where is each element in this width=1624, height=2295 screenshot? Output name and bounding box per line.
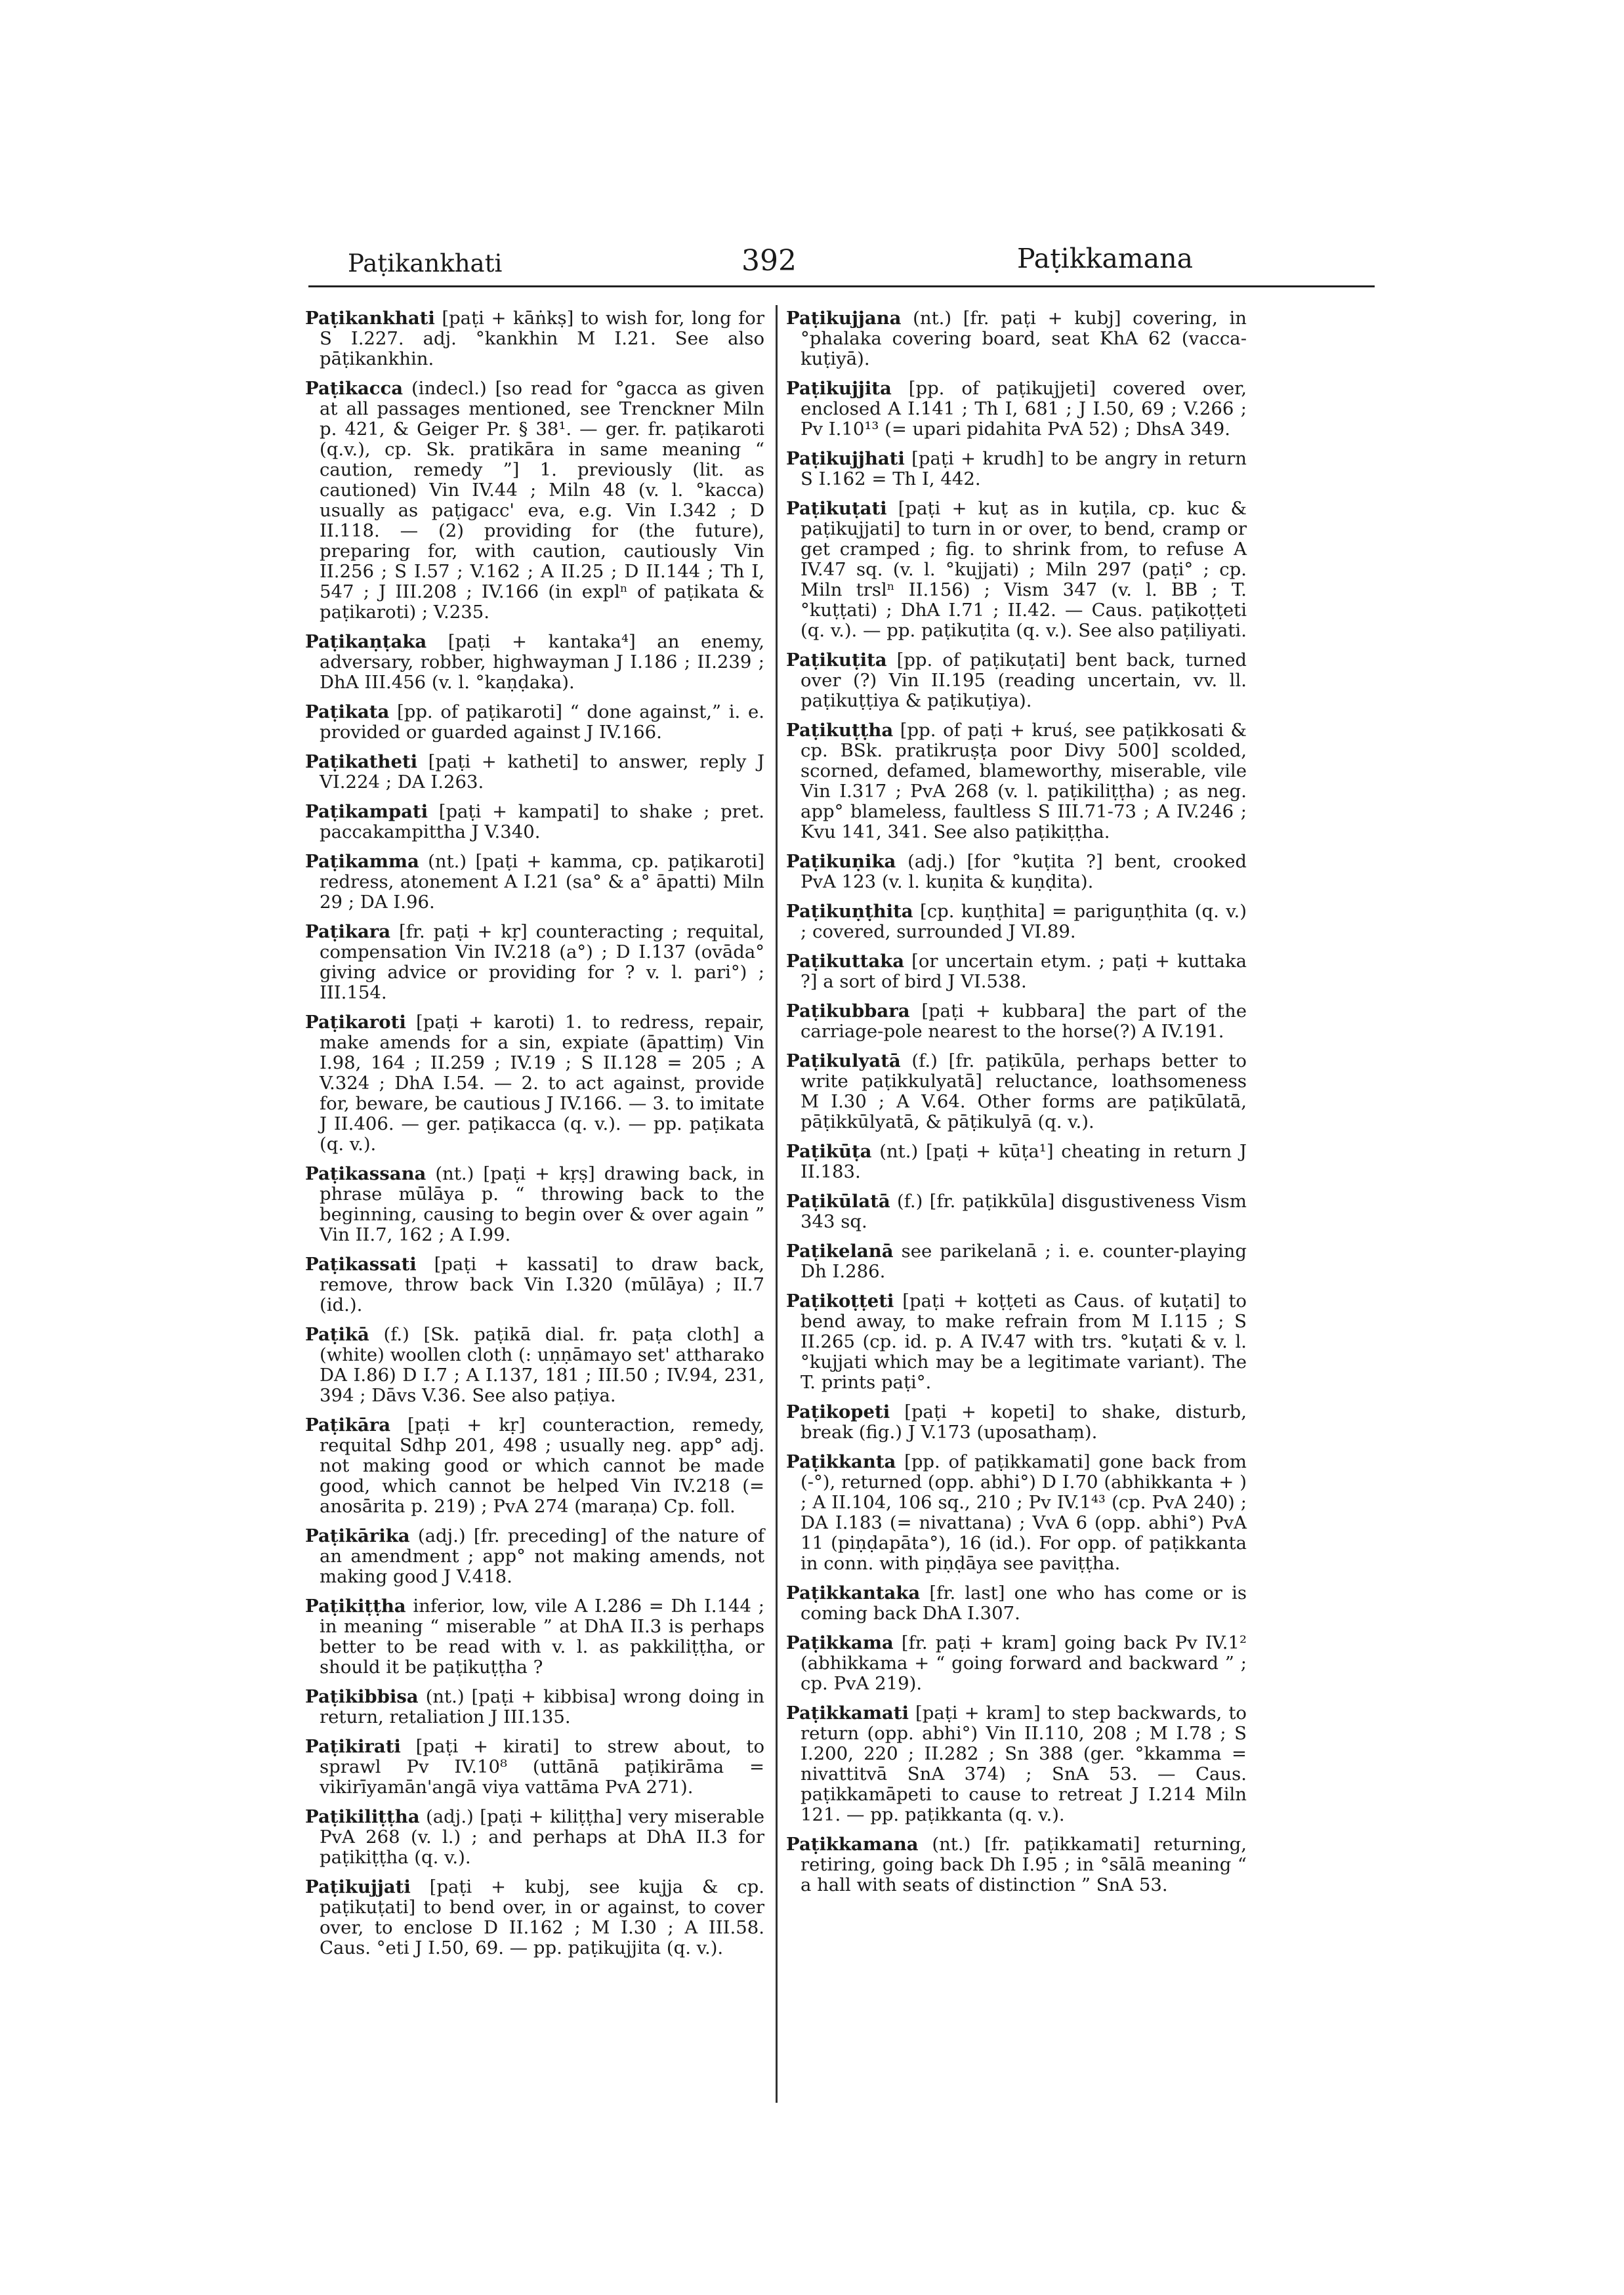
entry-definition: [paṭi + krudh] to be angry in return S I.162 = Th I, 442.	[801, 448, 1247, 489]
header-rule	[308, 285, 1375, 287]
entry-headword: Paṭikaroti	[305, 1012, 406, 1033]
entry-headword: Paṭikā	[305, 1324, 369, 1345]
entry-headword: Paṭikiliṭṭha	[305, 1806, 420, 1827]
entry-definition: (nt.) [paṭi + kamma, cp. paṭikaroti] redress, atonement A I.21 (sa° & a° āpatti) Miln 29 ; DA I.96.	[320, 851, 764, 913]
dictionary-entry	[786, 1241, 1247, 1282]
entry-definition: (adj.) [for °kuṭita ?] bent, crooked PvA 123 (v. l. kuṇita & kuṇḍita).	[801, 851, 1247, 892]
entry-definition: [or uncertain etym. ; paṭi + kuttaka ?] a sort of bird J VI.538.	[801, 951, 1247, 992]
dictionary-entry	[786, 720, 1247, 842]
entry-definition: (nt.) [paṭi + kṛṣ] drawing back, in phrase mūlāya p. “ throwing back to the beginning, causing to begin over & over again ” Vin II.7, 162 ; A I.99.	[320, 1163, 764, 1245]
dictionary-entry	[305, 1596, 764, 1678]
entry-definition: [pp. of paṭikkamati] gone back from (-°), returned (opp. abhi°) D I.70 (abhikkanta + ) ; A II.104, 106 sq., 210 ; Pv IV.1⁴³ (cp. PvA 240) ; DA I.183 (= nivattana) ; VvA 6 (opp. abhi°) PvA 11 (piṇḍapāta°), 16 (id.). For opp. of paṭikkanta in conn. with piṇḍāya see paviṭṭha.	[801, 1451, 1247, 1574]
entry-definition: [paṭi + kopeti] to shake, disturb, break (fig.) J V.173 (uposathaṃ).	[801, 1401, 1247, 1443]
dictionary-entry	[305, 852, 764, 913]
entry-definition: (f.) [fr. paṭikūla, perhaps better to write paṭikkulyatā] reluctance, loathsomeness M I.30 ; A V.64. Other forms are paṭikūlatā, pāṭikkūlyatā, & pāṭikulyā (q. v.).	[801, 1050, 1247, 1132]
dictionary-entry	[305, 1164, 764, 1245]
dictionary-entry	[305, 1687, 764, 1727]
entry-headword: Paṭikubbara	[786, 1001, 910, 1022]
dictionary-entry	[786, 379, 1247, 440]
entry-definition: (adj.) [fr. preceding] of the nature of an amendment ; app° not making amends, not making good J V.418.	[320, 1525, 764, 1587]
dictionary-entry	[305, 1415, 764, 1517]
entry-headword: Paṭikiṭṭha	[305, 1596, 406, 1617]
entry-definition: (nt.) [fr. paṭikkamati] returning, retiring, going back Dh I.95 ; in °sālā meaning “ a hall with seats of distinction ” SnA 53.	[801, 1834, 1247, 1895]
dictionary-entry	[786, 499, 1247, 641]
entry-definition: [paṭi + kram] to step backwards, to return (opp. abhi°) Vin II.110, 208 ; M I.78 ; S I.200, 220 ; II.282 ; Sn 388 (ger. °kkamma = nivattitvā SnA 374) ; SnA 53. — Caus. paṭikkamāpeti to cause to retreat J I.214 Miln 121. — pp. paṭikkanta (q. v.).	[801, 1703, 1247, 1825]
dictionary-entry	[786, 1703, 1247, 1825]
dictionary-entry	[305, 1325, 764, 1406]
page-number: 392	[741, 244, 797, 278]
entry-headword: Paṭikata	[305, 701, 390, 722]
dictionary-entry	[305, 632, 764, 693]
entry-headword: Paṭikuttaka	[786, 951, 905, 972]
entry-definition: (f.) [fr. paṭikkūla] disgustiveness Vism 343 sq.	[801, 1191, 1247, 1232]
dictionary-entry	[786, 1191, 1247, 1232]
dictionary-entry	[786, 308, 1247, 369]
entry-definition: [paṭi + kirati] to strew about, to sprawl Pv IV.10⁸ (uttānā paṭikirāma = vikirīyamān'angā viya vattāma PvA 271).	[320, 1736, 764, 1798]
right-column	[786, 308, 1247, 1905]
entry-definition: [pp. of paṭi + kruś, see paṭikkosati & cp. BSk. pratikruṣṭa poor Divy 500] scolded, scorned, defamed, blameworthy, miserable, vile Vin I.317 ; PvA 268 (v. l. paṭikiliṭṭha) ; as neg. app° blameless, faultless S III.71-73 ; A IV.246 ; Kvu 141, 341. See also paṭikiṭṭha.	[801, 720, 1247, 842]
dictionary-entry	[305, 1526, 764, 1587]
entry-definition: see parikelanā ; i. e. counter-playing Dh I.286.	[801, 1241, 1247, 1282]
entry-definition: (indecl.) [so read for °gacca as given at all passages mentioned, see Trenckner Miln p. 421, & Geiger Pr. § 38¹. — ger. fr. paṭikaroti (q.v.), cp. Sk. pratikāra in same meaning “ caution, remedy ”] 1. previously (lit. as cautioned) Vin IV.44 ; Miln 48 (v. l. °kacca) usually as paṭigacc' eva, e.g. Vin I.342 ; D II.118. — (2) providing for (the future), preparing for, with caution, cautiously Vin II.256 ; S I.57 ; V.162 ; A II.25 ; D II.144 ; Th I, 547 ; J III.208 ; IV.166 (in explⁿ of paṭikata & paṭikaroti) ; V.235.	[320, 378, 764, 623]
entry-headword: Paṭikujjati	[305, 1876, 411, 1897]
dictionary-entry	[786, 449, 1247, 489]
left-column	[305, 308, 764, 1968]
entry-headword: Paṭikūṭa	[786, 1141, 872, 1162]
entry-definition: [paṭi + kantaka⁴] an enemy, adversary, robber, highwayman J I.186 ; II.239 ; DhA III.456 (v. l. °kaṇḍaka).	[320, 631, 764, 693]
dictionary-entry	[786, 1142, 1247, 1182]
entry-headword: Paṭikampati	[305, 801, 428, 822]
dictionary-entry	[305, 1807, 764, 1868]
entry-headword: Paṭikaṇṭaka	[305, 631, 427, 652]
dictionary-entry	[786, 1291, 1247, 1393]
entry-headword: Paṭikibbisa	[305, 1686, 419, 1707]
dictionary-entry	[786, 901, 1247, 942]
entry-definition: [pp. of paṭikaroti] “ done against,” i. e. provided or guarded against J IV.166.	[320, 701, 764, 743]
entry-headword: Paṭikatheti	[305, 751, 418, 772]
dictionary-entry	[305, 752, 764, 793]
entry-definition: [pp. of paṭikuṭati] bent back, turned over (?) Vin II.195 (reading uncertain, vv. ll. paṭikuṭṭiya & paṭikuṭiya).	[801, 650, 1247, 711]
dictionary-entry	[305, 308, 764, 369]
dictionary-entry	[786, 1583, 1247, 1624]
entry-headword: Paṭikkama	[786, 1632, 894, 1653]
entry-headword: Paṭikujjana	[786, 308, 902, 329]
dictionary-entry	[786, 1834, 1247, 1895]
entry-definition: [pp. of paṭikujjeti] covered over, enclosed A I.141 ; Th I, 681 ; J I.50, 69 ; V.266 ; Pv I.10¹³ (= upari pidahita PvA 52) ; DhsA 349.	[801, 378, 1247, 440]
entry-headword: Paṭikkantaka	[786, 1582, 921, 1603]
dictionary-entry	[305, 1877, 764, 1958]
running-head-left: Paṭikankhati	[348, 249, 503, 278]
entry-definition: [fr. paṭi + kṛ] counteracting ; requital, compensation Vin IV.218 (a°) ; D I.137 (ovāda° giving advice or providing for ? v. l. pari°) ; III.154.	[320, 921, 764, 1003]
entry-definition: [paṭi + kampati] to shake ; pret. paccakampittha J V.340.	[320, 801, 764, 842]
entry-headword: Paṭikopeti	[786, 1401, 890, 1422]
entry-headword: Paṭikāra	[305, 1415, 391, 1436]
entry-headword: Paṭikassati	[305, 1254, 417, 1275]
entry-headword: Paṭikuṇika	[786, 851, 896, 872]
entry-definition: [paṭi + kṛ] counteraction, remedy, requital Sdhp 201, 498 ; usually neg. app° adj. not making good or which cannot be made good, which cannot be helped Vin IV.218 (= anosārita p. 219) ; PvA 274 (maraṇa) Cp. foll.	[320, 1415, 764, 1517]
entry-definition: inferior, low, vile A I.286 = Dh I.144 ; in meaning “ miserable ” at DhA II.3 is perhaps better to be read with v. l. as pakkiliṭṭha, or should it be paṭikuṭṭha ?	[320, 1596, 764, 1678]
entry-headword: Paṭikkamana	[786, 1834, 919, 1855]
entry-definition: [paṭi + koṭṭeti as Caus. of kuṭati] to bend away, to make refrain from M I.115 ; S II.265 (cp. id. p. A IV.47 with trs. °kuṭati & v. l. °kujjati which may be a legitimate variant). The T. prints paṭi°.	[801, 1291, 1247, 1393]
column-divider	[776, 305, 778, 2103]
entry-headword: Paṭikujjita	[786, 378, 892, 399]
entry-headword: Paṭikuṭṭha	[786, 720, 894, 741]
entry-definition: [paṭi + kāṅkṣ] to wish for, long for S I.227. adj. °kankhin M I.21. See also pāṭikankhin.	[320, 308, 764, 369]
dictionary-entry	[305, 802, 764, 842]
entry-definition: [cp. kuṇṭhita] = pariguṇṭhita (q. v.) ; covered, surrounded J VI.89.	[801, 901, 1247, 942]
running-head-right: Paṭikkamana	[1017, 243, 1194, 274]
entry-headword: Paṭikamma	[305, 851, 419, 872]
entry-headword: Paṭikoṭṭeti	[786, 1291, 894, 1312]
entry-definition: [paṭi + kubbara] the part of the carriage-pole nearest to the horse(?) A IV.191.	[801, 1001, 1247, 1042]
entry-headword: Paṭikelanā	[786, 1241, 894, 1262]
entry-definition: (nt.) [paṭi + kibbisa] wrong doing in return, retaliation J III.135.	[320, 1686, 764, 1727]
entry-headword: Paṭikārika	[305, 1525, 410, 1546]
dictionary-entry	[305, 1254, 764, 1315]
entry-headword: Paṭikassana	[305, 1163, 427, 1184]
dictionary-entry	[786, 951, 1247, 992]
entry-headword: Paṭikujjhati	[786, 448, 905, 469]
dictionary-entry	[786, 852, 1247, 892]
dictionary-entry	[305, 1012, 764, 1155]
entry-definition: (nt.) [fr. paṭi + kubj] covering, in °phalaka covering board, seat KhA 62 (vacca-kuṭiyā).	[801, 308, 1247, 369]
entry-headword: Paṭikkamati	[786, 1703, 909, 1724]
entry-headword: Paṭikuṭita	[786, 650, 887, 671]
entry-definition: [paṭi + kuṭ as in kuṭila, cp. kuc & paṭikujjati] to turn in or over, to bend, cramp or get cramped ; fig. to shrink from, to refuse A IV.47 sq. (v. l. °kujjati) ; Miln 297 (paṭi° ; cp. Miln trslⁿ II.156) ; Vism 347 (v. l. BB ; T. °kuṭṭati) ; DhA I.71 ; II.42. — Caus. paṭikoṭṭeti (q. v.). — pp. paṭikuṭita (q. v.). See also paṭiliyati.	[801, 498, 1247, 641]
dictionary-entry	[305, 922, 764, 1003]
dictionary-entry	[786, 1633, 1247, 1694]
dictionary-entry	[786, 1402, 1247, 1443]
entry-definition: [paṭi + kassati] to draw back, remove, throw back Vin I.320 (mūlāya) ; II.7 (id.).	[320, 1254, 764, 1315]
entry-definition: (adj.) [paṭi + kiliṭṭha] very miserable PvA 268 (v. l.) ; and perhaps at DhA II.3 for paṭikiṭṭha (q. v.).	[320, 1806, 764, 1868]
dictionary-entry	[786, 1452, 1247, 1574]
page-header	[308, 243, 1375, 289]
dictionary-entry	[305, 379, 764, 623]
entry-headword: Paṭikkanta	[786, 1451, 896, 1472]
dictionary-entry	[786, 1051, 1247, 1132]
dictionary-entry	[305, 702, 764, 743]
entry-headword: Paṭikirati	[305, 1736, 401, 1757]
entry-headword: Paṭikuṭati	[786, 498, 887, 519]
dictionary-entry	[786, 650, 1247, 711]
entry-headword: Paṭikūlatā	[786, 1191, 890, 1212]
entry-headword: Paṭikara	[305, 921, 391, 942]
entry-definition: [fr. paṭi + kram] going back Pv IV.1² (abhikkama + “ going forward and backward ” ; cp. PvA 219).	[801, 1632, 1247, 1694]
entry-definition: (nt.) [paṭi + kūṭa¹] cheating in return J II.183.	[801, 1141, 1247, 1182]
entry-definition: [paṭi + katheti] to answer, reply J VI.224 ; DA I.263.	[320, 751, 764, 793]
dictionary-entry	[305, 1737, 764, 1798]
entry-definition: (f.) [Sk. paṭikā dial. fr. paṭa cloth] a (white) woollen cloth (: uṇṇāmayo set' attharako DA I.86) D I.7 ; A I.137, 181 ; III.50 ; IV.94, 231, 394 ; Dāvs V.36. See also paṭiya.	[320, 1324, 764, 1406]
entry-definition: [fr. last] one who has come or is coming back DhA I.307.	[801, 1582, 1247, 1624]
entry-headword: Paṭikuṇṭhita	[786, 901, 913, 922]
entry-definition: [paṭi + karoti) 1. to redress, repair, make amends for a sin, expiate (āpattiṃ) Vin I.98, 164 ; II.259 ; IV.19 ; S II.128 = 205 ; A V.324 ; DhA I.54. — 2. to act against, provide for, beware, be cautious J IV.166. — 3. to imitate J II.406. — ger. paṭikacca (q. v.). — pp. paṭikata (q. v.).	[320, 1012, 764, 1155]
entry-headword: Paṭikacca	[305, 378, 404, 399]
entry-headword: Paṭikankhati	[305, 308, 435, 329]
entry-definition: [paṭi + kubj, see kujja & cp. paṭikuṭati] to bend over, in or against, to cover over, to enclose D II.162 ; M I.30 ; A III.58. Caus. °eti J I.50, 69. — pp. paṭikujjita (q. v.).	[320, 1876, 764, 1958]
dictionary-entry	[786, 1001, 1247, 1042]
entry-headword: Paṭikulyatā	[786, 1050, 901, 1071]
